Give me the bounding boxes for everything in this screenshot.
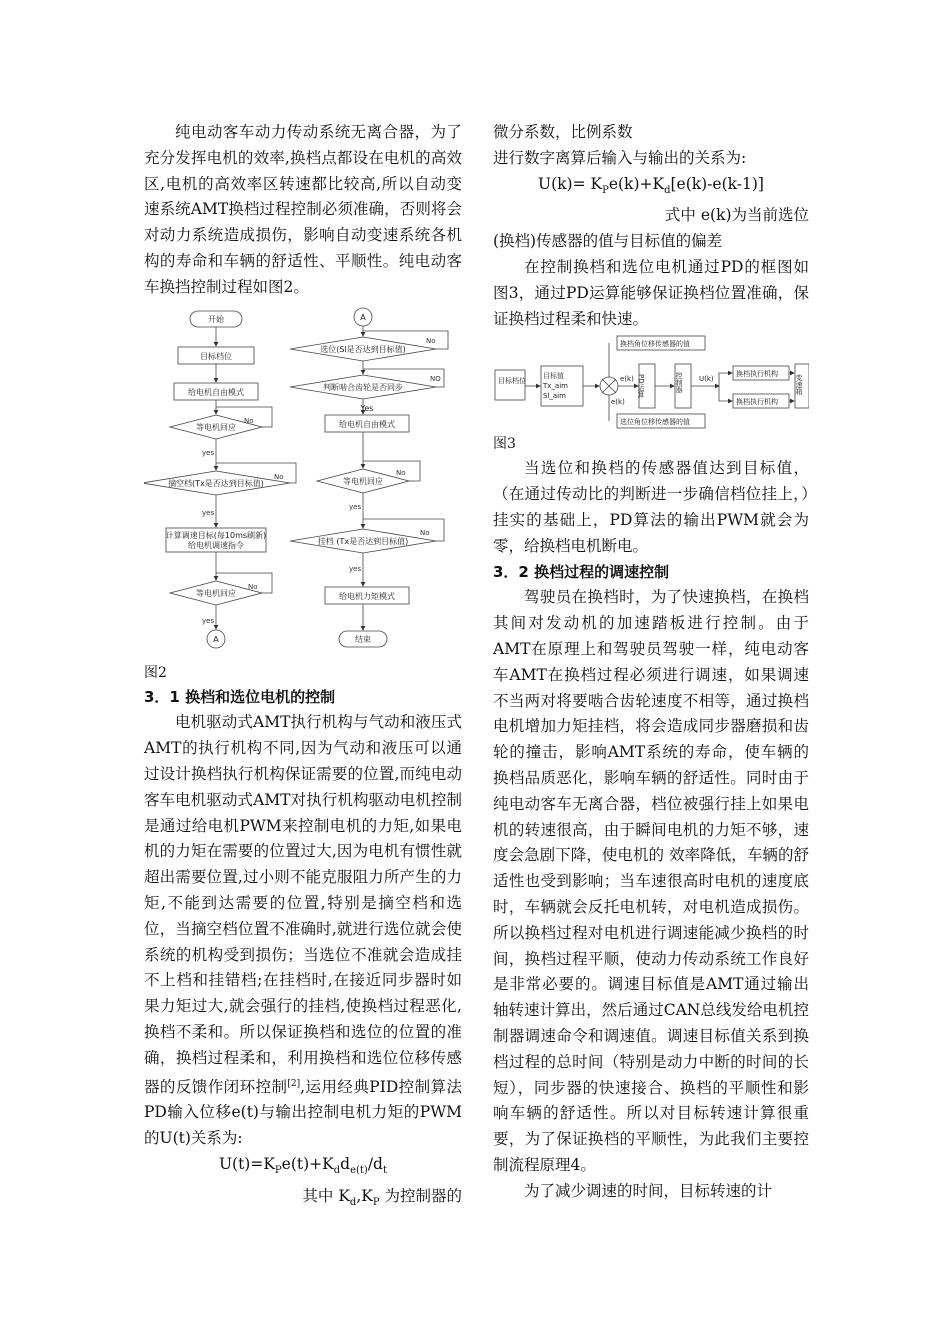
coefficient-line: 微分系数，比例系数 — [493, 123, 633, 141]
fig2-engage-label: 挂档 (Tx是否达到目标值) — [317, 536, 409, 546]
figure-3-caption: 图3 — [493, 436, 516, 453]
fig3-ek-label-1: e(k) — [620, 375, 634, 384]
fig2-start-label: 开始 — [208, 314, 224, 324]
section-3-1-heading: 3．1 换档和选位电机的控制 — [144, 687, 336, 706]
discrete-line: 进行数字离算后输入与输出的关系为: — [493, 148, 747, 167]
figure-3-block-diagram — [493, 334, 809, 430]
fig3-target-vals-3: Sl_aim — [543, 392, 566, 401]
section-3-1-paragraph: 电机驱动式AMT执行机构与气动和液压式AMT的执行机构不同,因为气动和液压可以通过设计换档执行机构保证需要的位置,而纯电动客车电机驱动式AMT对执行机构驱动电机控制是通过给电机PWM来控制电机的力矩,如果电机的力矩在需要的位置过大,因为电机有惯性就超出需要位置,过小则不能克服阻力所产生的力矩,不能到达需要的位置,特别是摘空档和选位，当摘空档位置不准确时,就进行选位就会使系统的机构受到损伤；当选位不准就会造成挂不上档和挂错档;在挂档时,在接近同步器时如果力矩过大,就会强行的挂档,使换档过程恶化,换档不柔和。所以保证换档和选位的位置的准确，换档过程柔和，利用换档和选位位移传感器的反馈作闭环控制[2],运用经典PID控制算法PD输入位移e(t)与输出控制电机力矩的PWM的U(t)关系为: — [144, 713, 462, 1148]
fig2-select-label: 选位(Sl是否达到目标值) — [320, 344, 406, 354]
equation-2: $U(k)= K_Pe(k)+K_d[e(k)-e(k-1)]$ — [538, 174, 764, 196]
fig2-yes-5: yes — [349, 564, 362, 573]
fig2-no-2: No — [274, 472, 284, 481]
fig2-connector-a-label: A — [213, 634, 219, 644]
fig2-end-label: 结束 — [355, 634, 371, 644]
section-3-2-heading: 3．2 换档过程的调速控制 — [493, 562, 670, 581]
equation-1: $U(t)=K_Pe(t)+K_dd_{e(t)}/d_t$ — [218, 1155, 388, 1177]
sensor-paragraph: 当选位和换档的传感器值达到目标值，（在通过传动比的判断进一步确信档位挂上，）挂实的基础上，PD算法的输出PWM就会为零，给换档电机断电。 — [493, 459, 809, 555]
fig2-no-7: No — [420, 528, 430, 537]
fig2-free-mode-label: 给电机自由模式 — [188, 387, 244, 397]
fig2-disengage-label: 摘空档(Tx是否达到目标值) — [168, 478, 264, 488]
figure-2-flowchart — [144, 303, 462, 659]
pd-paragraph: 在控制换档和选位电机通过PD的框图如图3，通过PD运算能够保证换档位置准确，保证换档过程柔和快速。 — [493, 258, 809, 328]
fig2-no-3: No — [248, 582, 258, 591]
right-column — [493, 120, 809, 1205]
fig2-no-1: No — [244, 416, 254, 425]
fig3-target-label: 目标档位 — [498, 377, 526, 386]
fig3-ctrl-label: 控制器 — [675, 372, 683, 394]
equation-2-where: 式中 e(k)为当前选位 — [664, 206, 809, 225]
deviation-line: (换档)传感器的值与目标值的偏差 — [493, 232, 723, 251]
fig2-target-gear-label: 目标档位 — [200, 351, 232, 361]
fig3-target-vals-1: 目标值 — [543, 372, 564, 381]
fig3-act2-label: 换档执行机构 — [736, 398, 778, 407]
fig3-fb-top-label: 换档角位移传感器的值 — [620, 340, 690, 349]
fig2-no-4: No — [426, 336, 436, 345]
target-gear-block — [495, 370, 525, 400]
fig3-act1-label: 换档执行机构 — [736, 370, 778, 379]
fig2-free-mode-label-2: 给电机自由模式 — [339, 419, 395, 429]
final-paragraph: 为了减少调速的时间，目标转速的计 — [524, 1181, 773, 1200]
section-3-2-paragraph: 驾驶员在换档时，为了快速换档，在换档其间对发动机的加速踏板进行控制。由于AMT在原理上和驾驶员驾驶一样，纯电动客车AMT在换档过程必须进行调速，如果调速不当两对将要啮合齿轮速度不相等，通过换档电机增加力矩挂档，将会造成同步器磨损和齿轮的撞击，影响AMT系统的寿命，使车辆的换档品质恶化，影响车辆的舒适性。同时由于纯电动客车无离合器，档位被强行挂上如果电机的转速很高，由于瞬间电机的力矩不够，速度会急剧下降，使电机的 效率降低，车辆的舒适性也受到影响；当车速很高时电机的速度底时，车辆就会反托电机转，对电机造成损伤。所以换档过程对电机进行调速能减少换档的时间，换档过程平顺，使动力传动系统工作良好是非常必要的。调速目标值是AMT通过输出轴转速计算出，然后通过CAN总线发给电机控制器调速命令和调速值。调速目标值关系到换档过程的总时间（特别是动力中断的时间的长短），同步器的快速接合、换档的平顺性和影响车辆的舒适性。所以对目标转速计算很重要，为了保证换档的平顺性，为此我们主要控制流程原理4。 — [493, 588, 809, 1174]
fig2-no-6: No — [396, 468, 406, 477]
fig3-pd-label: PD运算 — [637, 374, 645, 399]
fig2-speed-cmd-label: 给电机调速指令 — [188, 540, 244, 550]
fig2-yes-3: yes — [202, 616, 215, 625]
left-column — [144, 120, 462, 1216]
figure-2-caption: 图2 — [144, 664, 167, 681]
fig2-wait-motor-label-2: 等电机回应 — [196, 588, 236, 598]
fig3-gearbox-label: 变速箱 — [795, 374, 803, 396]
equation-1-where: 其中 $K_d,K_P$ 为控制器的 — [302, 1186, 462, 1209]
fig2-yes-4: yes — [349, 502, 362, 511]
fig3-uk-label: U(k) — [699, 375, 714, 384]
citation-2: [2] — [287, 1078, 301, 1089]
fig2-yes-label-sync: Yes — [360, 403, 374, 413]
fig2-connector-a-top-label: A — [360, 312, 366, 322]
fig2-yes-1: yes — [202, 448, 215, 457]
fig3-fb-bottom-label: 选位角位移传感器的值 — [620, 418, 690, 427]
fig3-ek-label-2: e(k) — [611, 398, 625, 407]
fig2-torque-mode-label: 给电机力矩模式 — [339, 591, 395, 601]
fig2-wait-motor-label-1: 等电机回应 — [196, 422, 236, 432]
fig2-wait-motor-label-3: 等电机回应 — [343, 476, 383, 486]
intro-paragraph: 纯电动客车动力传动系统无离合器，为了充分发挥电机的效率,换档点都设在电机的高效区,电机的高效率区转速都比较高,所以自动变速系统AMT换档过程控制必须准确，否则将会对动力系统造成损伤，影响自动变速系统各机构的寿命和车辆的舒适性、平顺性。纯电动客车换挡控制过程如图2。 — [144, 123, 462, 296]
fig2-calc-speed-label: 计算调速目标(每10ms刷新) — [165, 530, 267, 540]
fig2-yes-2: yes — [202, 508, 215, 517]
fig2-no-5: NO — [430, 374, 441, 383]
fig3-target-vals-2: Tx_aim — [543, 382, 568, 391]
fig2-sync-label: 判断啮合齿轮是否同步 — [323, 382, 403, 392]
